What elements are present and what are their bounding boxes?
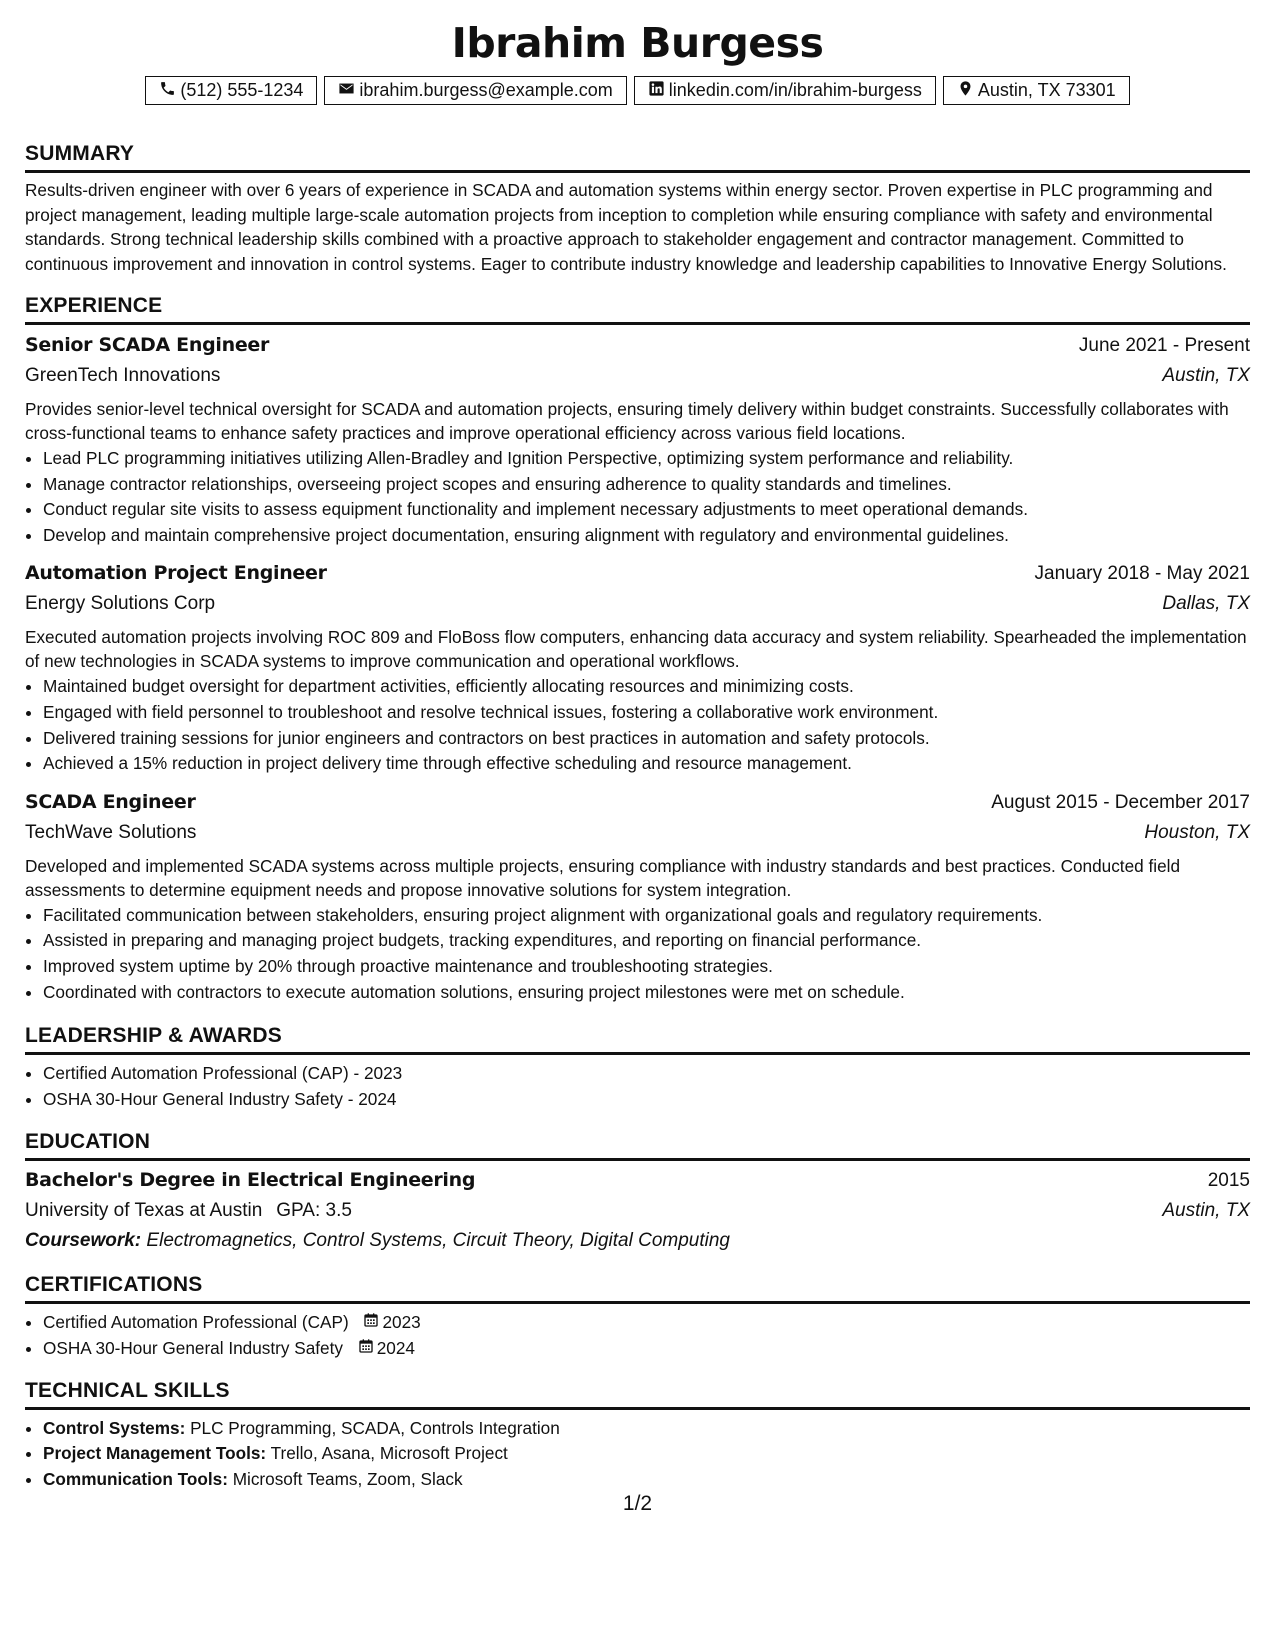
list-item: • Certified Automation Professional (CAP) - 2023 (43, 1061, 1250, 1087)
section-heading: LEADERSHIP & AWARDS (25, 1023, 1250, 1055)
list-item: • Coordinated with contractors to execute automation solutions, ensuring project milestones were met on schedule. (43, 980, 1250, 1006)
experience-section (25, 293, 1250, 1005)
list-item (43, 1310, 1250, 1336)
list-item: • Manage contractor relationships, overseeing project scopes and ensuring adherence to quality standards and timelines. (43, 472, 1250, 498)
list-item: • Delivered training sessions for junior engineers and contractors on best practices in automation and safety protocols. (43, 726, 1250, 752)
list-item: • Develop and maintain comprehensive project documentation, ensuring alignment with regulatory and environmental guidelines. (43, 523, 1250, 549)
section-heading: SUMMARY (25, 141, 1250, 173)
list-item: • Assisted in preparing and managing project budgets, tracking expenditures, and reporting on financial performance. (43, 928, 1250, 954)
candidate-name: Ibrahim Burgess (451, 19, 824, 67)
contact-linkedin[interactable] (634, 76, 936, 105)
coursework-label: Coursework: (25, 1230, 142, 1252)
list-item: • Improved system uptime by 20% through proactive maintenance and troubleshooting strategies. (43, 954, 1250, 980)
education-section (25, 1129, 1250, 1256)
school-info (25, 1196, 352, 1226)
skill-category: Control Systems: (43, 1417, 186, 1438)
list-item (43, 1336, 1250, 1362)
coursework-list: Electromagnetics, Control Systems, Circuit Theory, Digital Computing (146, 1230, 730, 1252)
company-name: GreenTech Innovations (25, 365, 221, 386)
skill-values: Trello, Asana, Microsoft Project (270, 1443, 508, 1464)
certifications-section (25, 1272, 1250, 1361)
company-name: TechWave Solutions (25, 821, 197, 843)
list-item: • OSHA 30-Hour General Industry Safety - 2024 (43, 1087, 1250, 1113)
contact-linkedin-text: linkedin.com/in/ibrahim-burgess (668, 80, 922, 100)
job-title: Automation Project Engineer (25, 562, 327, 585)
certifications-list (25, 1310, 1250, 1361)
certification-year: 2024 (376, 1337, 415, 1358)
job-bullets (25, 674, 1250, 776)
section-heading: CERTIFICATIONS (25, 1272, 1250, 1304)
linkedin-icon (648, 80, 665, 102)
skill-category: Communication Tools: (43, 1468, 228, 1489)
location-pin-icon (957, 80, 974, 102)
contact-location-text: Austin, TX 73301 (977, 80, 1116, 100)
graduation-year: 2015 (1207, 1170, 1250, 1192)
job-description: Developed and implemented SCADA systems across multiple projects, ensuring compliance with industry standards and best practices. Conducted field assessments to determine equipment needs and propose innovative solutions for system integration. (25, 855, 1181, 900)
job-dates: August 2015 - December 2017 (991, 791, 1250, 813)
job-location: Austin, TX (1162, 365, 1250, 386)
job-entry (25, 558, 1250, 776)
job-bullets (25, 446, 1250, 548)
gpa: GPA: 3.5 (276, 1200, 352, 1222)
leadership-list (25, 1061, 1250, 1112)
job-bullets (25, 903, 1250, 1005)
list-item: • Achieved a 15% reduction in project delivery time through effective scheduling and resource management. (43, 751, 1250, 777)
leadership-section (25, 1023, 1250, 1112)
contact-bar (25, 76, 1250, 105)
skill-values: Microsoft Teams, Zoom, Slack (232, 1468, 463, 1489)
summary-text: Results-driven engineer with over 6 years of experience in SCADA and automation systems within energy sector. Proven expertise in PLC programming and project management, leading multiple large-scale automation projects from inception to completion while ensuring compliance with safety and environmental standards. Strong technical leadership skills combined with a proactive approach to stakeholder engagement and contractor management. Committed to continuous improvement and innovation in control systems. Eager to contribute industry knowledge and leadership capabilities to Innovative Energy Solutions. (25, 180, 1227, 274)
list-item: • Engaged with field personnel to troubleshoot and resolve technical issues, fostering a collaborative work environment. (43, 700, 1250, 726)
calendar-icon (363, 1310, 379, 1336)
list-item: • Facilitated communication between stakeholders, ensuring project alignment with organizational goals and regulatory requirements. (43, 903, 1250, 929)
job-location: Dallas, TX (1162, 593, 1250, 615)
list-item (43, 1441, 1250, 1467)
list-item (43, 1467, 1250, 1493)
job-entry (25, 330, 1250, 548)
job-location: Houston, TX (1144, 821, 1250, 843)
job-entry (25, 787, 1250, 1005)
school-location: Austin, TX (1162, 1200, 1250, 1222)
certification-name: OSHA 30-Hour General Industry Safety (43, 1337, 343, 1358)
certification-name: Certified Automation Professional (CAP) (43, 1312, 349, 1333)
section-heading: EDUCATION (25, 1129, 1250, 1161)
contact-phone[interactable] (145, 76, 317, 105)
certification-date (358, 1336, 415, 1362)
list-item: • Maintained budget oversight for department activities, efficiently allocating resources and minimizing costs. (43, 674, 1250, 700)
contact-email[interactable] (324, 76, 626, 105)
list-item: • Conduct regular site visits to assess equipment functionality and implement necessary adjustments to meet operational demands. (43, 497, 1250, 523)
contact-email-text: ibrahim.burgess@example.com (359, 80, 613, 100)
list-item (43, 1416, 1250, 1442)
degree-title: Bachelor's Degree in Electrical Engineering (25, 1169, 476, 1192)
section-heading: EXPERIENCE (25, 293, 1250, 325)
section-heading: TECHNICAL SKILLS (25, 1378, 1250, 1410)
contact-location (943, 76, 1130, 105)
job-dates: January 2018 - May 2021 (1034, 563, 1250, 585)
skills-list (25, 1416, 1250, 1493)
page-number: 1/2 (622, 1492, 653, 1515)
skill-category: Project Management Tools: (43, 1443, 267, 1464)
company-name: Energy Solutions Corp (25, 593, 216, 615)
job-title: Senior SCADA Engineer (25, 334, 270, 356)
summary-section (25, 141, 1250, 276)
certification-date (363, 1310, 420, 1336)
certification-year: 2023 (382, 1312, 421, 1333)
job-title: SCADA Engineer (25, 790, 196, 813)
envelope-icon (338, 80, 355, 102)
contact-phone-text: (512) 555-1234 (180, 80, 304, 100)
job-description: Executed automation projects involving ROC 809 and FloBoss flow computers, enhancing data accuracy and system reliability. Spearheaded the implementation of new technologies in SCADA systems to improve communication and operational workflows. (25, 627, 1247, 672)
job-description: Provides senior-level technical oversight for SCADA and automation projects, ensuring timely delivery within budget constraints. Successfully collaborates with cross-functional teams to enhance safety practices and improve operational efficiency across various field locations. (25, 399, 1229, 443)
skill-values: PLC Programming, SCADA, Controls Integration (190, 1417, 560, 1438)
list-item: • Lead PLC programming initiatives utilizing Allen-Bradley and Ignition Perspective, optimizing system performance and reliability. (43, 446, 1250, 472)
coursework (25, 1226, 1250, 1256)
resume-page (25, 18, 1250, 1492)
phone-icon (159, 80, 176, 102)
calendar-icon (358, 1336, 374, 1362)
job-dates: June 2021 - Present (1078, 335, 1250, 356)
school-name: University of Texas at Austin (25, 1200, 263, 1222)
skills-section (25, 1378, 1250, 1493)
